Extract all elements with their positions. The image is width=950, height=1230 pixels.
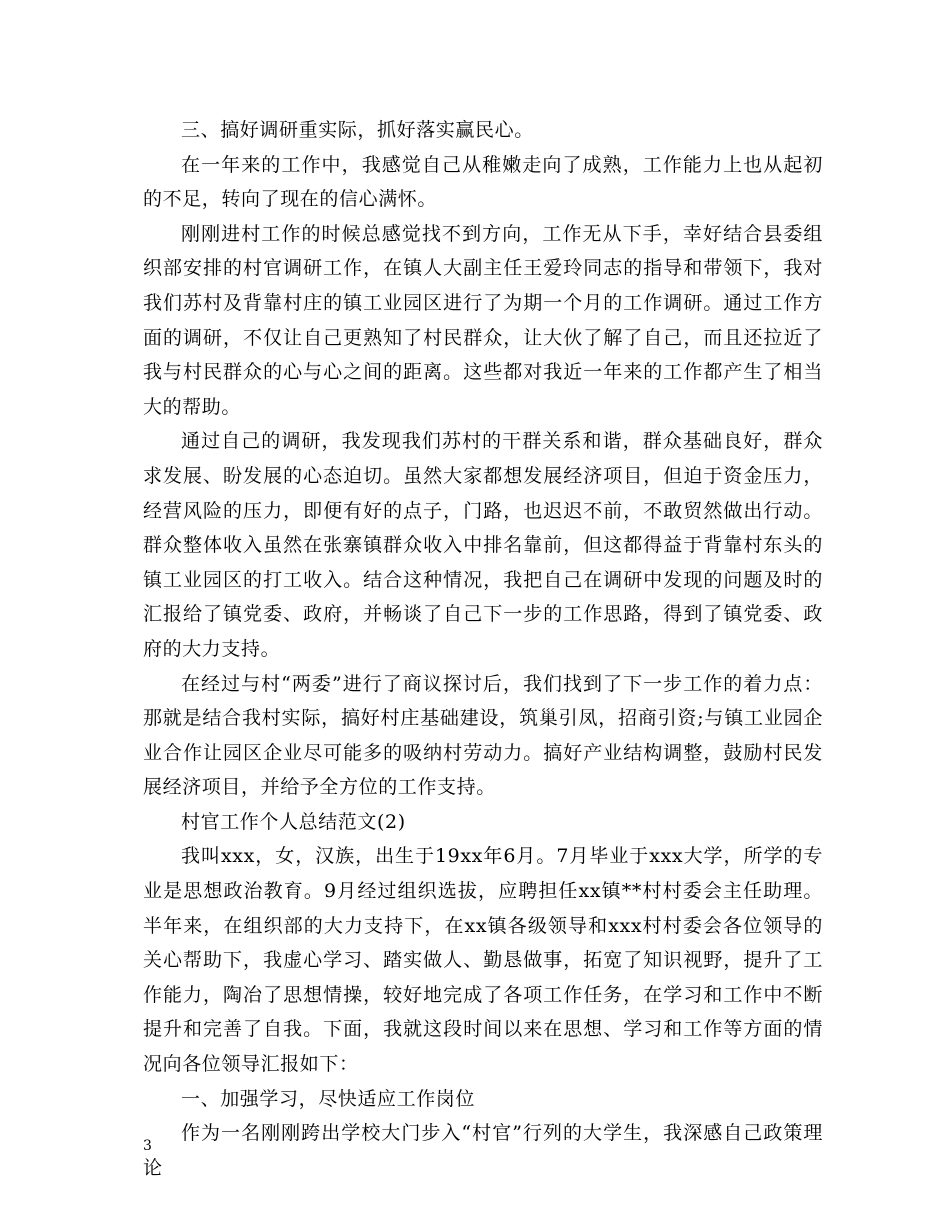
paragraph: 我叫xxx，女，汉族，出生于19xx年6月。7月毕业于xxx大学，所学的专业是思想政治教育。9月经过组织选拔，应聘担任xx镇**村村委会主任助理。半年来，在组织部的大力支持下，在xx镇各级领导和xxx村村委会各位领导的关心帮助下，我虚心学习、踏实做人、勤恳做事，拓宽了知识视野，提升了工作能力，陶冶了思想情操，较好地完成了各项工作任务，在学习和工作中不断提升和完善了自我。下面，我就这段时间以来在思想、学习和工作等方面的情况向各位领导汇报如下： (143, 845, 823, 1076)
document-body (143, 113, 823, 1185)
paragraph: 作为一名刚刚跨出学校大门步入“村官”行列的大学生，我深感自己政策理论 (143, 1122, 823, 1179)
section-heading-3: 三、搞好调研重实际，抓好落实赢民心。 (181, 119, 534, 141)
paragraph: 通过自己的调研，我发现我们苏村的干群关系和谐，群众基础良好，群众求发展、盼发展的心态迫切。虽然大家都想发展经济项目，但迫于资金压力，经营风险的压力，即便有好的点子，门路，也迟迟不前，不敢贸然做出行动。群众整体收入虽然在张寨镇群众收入中排名靠前，但这都得益于背靠村东头的镇工业园区的打工收入。结合这种情况，我把自己在调研中发现的问题及时的汇报给了镇党委、政府，并畅谈了自己下一步的工作思路，得到了镇党委、政府的大力支持。 (143, 430, 823, 660)
paragraph: 刚刚进村工作的时候总感觉找不到方向，工作无从下手，幸好结合县委组织部安排的村官调研工作，在镇人大副主任王爱玲同志的指导和带领下，我对我们苏村及背靠村庄的镇工业园区进行了为期一个月的工作调研。通过工作方面的调研，不仅让自己更熟知了村民群众，让大伙了解了自己，而且还拉近了我与村民群众的心与心之间的距离。这些都对我近一年来的工作都产生了相当大的帮助。 (143, 222, 823, 418)
article-title: 村官工作个人总结范文(2) (181, 810, 406, 833)
page-number: 3 (143, 1138, 152, 1154)
paragraph: 在一年来的工作中，我感觉自己从稚嫩走向了成熟，工作能力上也从起初的不足，转向了现在的信心满怀。 (143, 153, 823, 211)
section-heading-1: 一、加强学习，尽快适应工作岗位 (181, 1087, 476, 1110)
paragraph: 在经过与村“两委”进行了商议探讨后，我们找到了下一步工作的着力点：那就是结合我村实际，搞好村庄基础建设，筑巢引凤，招商引资;与镇工业园企业合作让园区企业尽可能多的吸纳村劳动力。搞好产业结构调整，鼓励村民发展经济项目，并给予全方位的工作支持。 (143, 672, 823, 799)
